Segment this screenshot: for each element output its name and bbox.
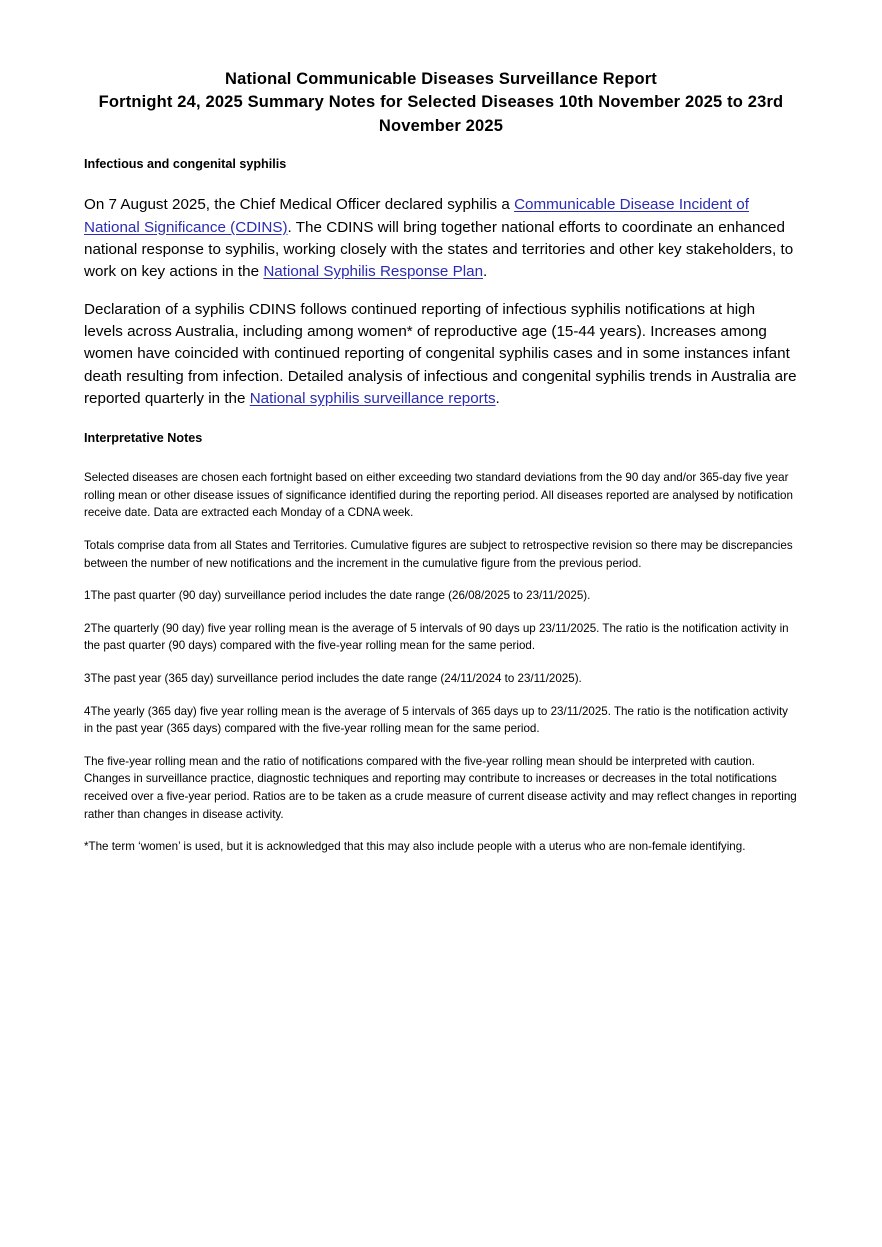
link-national-syphilis-response-plan[interactable]: National Syphilis Response Plan xyxy=(263,263,484,281)
body-paragraph-cdins-declaration xyxy=(84,194,798,283)
title-line-1: National Communicable Diseases Surveillance Report xyxy=(225,70,657,88)
note-paragraph-totals-comprise: Totals comprise data from all States and Territories. Cumulative figures are subject to retrospective revision so there may be discrepancies between the number of new notifications and the increment in the cumulative figure from the previous period. xyxy=(84,538,793,570)
paragraph-1-text-part-3: . xyxy=(483,263,488,281)
title-line-2: Fortnight 24, 2025 Summary Notes for Selected Diseases 10th November 2025 to 23rd xyxy=(98,93,784,112)
link-communicable-disease-incident-of-national-significance[interactable]: Communicable Disease Incident of National Significance (CDINS) xyxy=(84,196,749,236)
section-heading-infectious-congenital-syphilis: Infectious and congenital syphilis xyxy=(84,157,287,172)
note-paragraph-women-term-footnote: *The term ‘women’ is used, but it is acknowledged that this may also include people with a uterus who are non-female identifying. xyxy=(84,840,746,854)
note-paragraph-quarterly-rolling-mean: 2The quarterly (90 day) five year rolling mean is the average of 5 intervals of 90 days up 23/11/2025. The ratio is the notification activity in the past quarter (90 days) compared with the five-year rolling mean for the same period. xyxy=(84,621,789,653)
paragraph-1-text-part-2: . The CDINS will bring together national efforts to coordinate an enhanced national response to syphilis, working closely with the states and territories and other key stakeholders, to work on key actions in the xyxy=(84,218,794,281)
link-national-syphilis-surveillance-reports[interactable]: National syphilis surveillance reports xyxy=(249,389,496,407)
note-paragraph-past-quarter-90-day: 1The past quarter (90 day) surveillance period includes the date range (26/08/2025 to 23/11/2025). xyxy=(84,589,591,603)
note-paragraph-rolling-mean-caution: The five-year rolling mean and the ratio of notifications compared with the five-year rolling mean should be interpreted with caution. Changes in surveillance practice, diagnostic techniques and reporting may contribute to increases or decreases in the total notifications received over a five-year period. Ratios are to be taken as a crude measure of current disease activity and may reflect changes in reporting rather than changes in disease activity. xyxy=(84,754,797,821)
title-line-3: November 2025 xyxy=(378,116,504,135)
paragraph-1-text-part-1: On 7 August 2025, the Chief Medical Officer declared syphilis a xyxy=(84,196,515,214)
note-paragraph-past-year-365-day: 3The past year (365 day) surveillance period includes the date range (24/11/2024 to 23/11/2025). xyxy=(84,672,582,686)
document-content xyxy=(84,68,798,856)
note-paragraph-yearly-rolling-mean: 4The yearly (365 day) five year rolling mean is the average of 5 intervals of 365 days up to 23/11/2025. The ratio is the notification activity in the past year (365 days) compared with the five-year rolling mean for the same period. xyxy=(84,704,788,736)
body-paragraph-syphilis-trends xyxy=(84,299,798,411)
paragraph-2-text-part-2: . xyxy=(495,389,500,407)
page-title xyxy=(84,68,798,138)
interpretative-notes-heading: Interpretative Notes xyxy=(84,431,203,446)
note-paragraph-selected-diseases: Selected diseases are chosen each fortnight based on either exceeding two standard deviations from the 90 day and/or 365-day five year rolling mean or other disease issues of significance identified during the reporting period. All diseases reported are analysed by notification receive date. Data are extracted each Monday of a CDNA week. xyxy=(84,471,793,520)
paragraph-2-text-part-1: Declaration of a syphilis CDINS follows continued reporting of infectious syphilis notifications at high levels across Australia, including among women* of reproductive age (15-44 years). Increases among women have coincided with continued reporting of congenital syphilis cases and in some instances infant death resulting from infection. Detailed analysis of infectious and congenital syphilis trends in Australia are reported quarterly in the xyxy=(84,300,797,407)
